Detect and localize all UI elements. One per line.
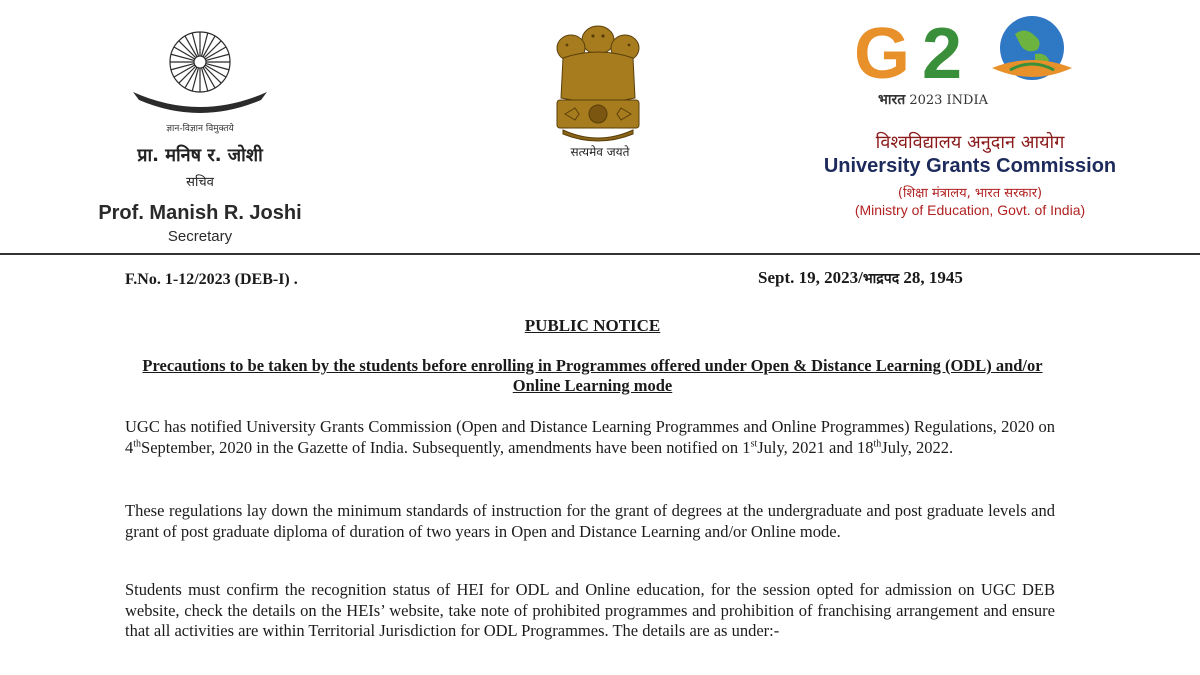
para1-text-c: July, 2021 and 18 xyxy=(757,437,874,457)
notice-subject: Precautions to be taken by the students before enrolling in Programmes offered under Open & Distance Learning (ODL) and/or Online Learning mode xyxy=(142,356,1043,395)
national-emblem-icon xyxy=(543,18,653,146)
date-hindi-rest: 28, 1945 xyxy=(899,268,963,287)
org-name: University Grants Commission xyxy=(823,155,1117,177)
emblem-caption: ज्ञान-विज्ञान विमुक्तये xyxy=(166,124,234,134)
notice-date xyxy=(758,268,963,288)
paragraph-3: Students must confirm the recognition status of HEI for ODL and Online education, for the session opted for admission on UGC DEB website, check the details on the HEIs’ website, take note of prohibited programmes and prohibition of franchising arrangement and ensure that all activities are within Territorial Jurisdiction for ODL Programmes. The details are as under:- xyxy=(125,580,1055,640)
g20-subtitle xyxy=(878,90,1098,109)
header-divider xyxy=(0,253,1200,255)
ministry-name: (Ministry of Education, Govt. of India) xyxy=(854,202,1086,218)
g20-logo xyxy=(850,12,1090,90)
secretary-name: Prof. Manish R. Joshi xyxy=(98,202,302,224)
para1-text-b: September, 2020 in the Gazette of India. Subsequently, amendments have been notified on 1 xyxy=(141,437,751,457)
date-hindi-month: भाद्रपद xyxy=(862,271,900,287)
org-name-hindi: विश्वविद्यालय अनुदान आयोग xyxy=(875,132,1065,153)
para1-sup-1: th xyxy=(133,438,142,449)
file-number: F.No. 1-12/2023 (DEB-I) . xyxy=(125,271,298,288)
para1-sup-2: st xyxy=(750,438,758,449)
ministry-hindi: (शिक्षा मंत्रालय, भारत सरकार) xyxy=(897,186,1043,201)
paragraph-1 xyxy=(125,417,1055,458)
ugc-emblem-logo xyxy=(125,18,275,122)
paragraph-2: These regulations lay down the minimum standards of instruction for the grant of degrees at the undergraduate and post graduate levels and grant of post graduate diploma of duration of two years in Open and Distance Learning and/or Online mode. xyxy=(125,501,1055,541)
para1-text-d: July, 2022. xyxy=(881,437,954,457)
notice-title: PUBLIC NOTICE xyxy=(524,316,661,335)
svg-text:G: G xyxy=(854,14,911,90)
g20-subtitle-year: 2023 INDIA xyxy=(909,93,989,108)
para1-sup-3: th xyxy=(873,438,882,449)
secretary-title-hindi: सचिव xyxy=(186,175,214,190)
svg-text:2: 2 xyxy=(922,14,963,90)
secretary-name-hindi: प्रा. मनिष र. जोशी xyxy=(137,145,263,166)
date-english: Sept. 19, 2023/ xyxy=(758,268,863,287)
national-motto: सत्यमेव जयते xyxy=(570,145,630,159)
g20-subtitle-hindi: भारत xyxy=(878,92,906,108)
para1-text-a: UGC has notified University Grants Commission (Open and Distance Learning Programmes and Online Programmes) Regulations, 2020 on 4 xyxy=(125,417,1055,457)
secretary-title: Secretary xyxy=(167,228,233,245)
